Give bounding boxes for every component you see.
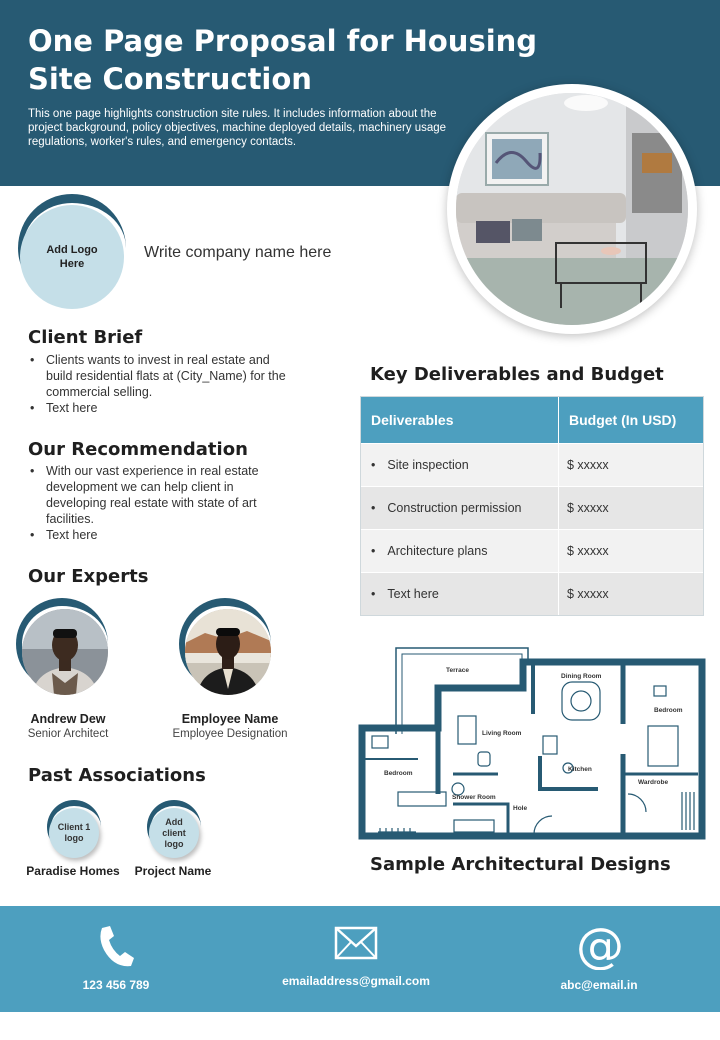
room-label-hole: Hole — [513, 805, 528, 812]
column-header-budget: Budget (In USD) — [569, 412, 677, 428]
expert-name: Andrew Dew — [30, 712, 106, 726]
company-name[interactable]: Write company name here — [144, 244, 332, 261]
at-icon — [575, 920, 625, 970]
deliverable-cell: • Site inspection — [361, 444, 559, 486]
expert-name: Employee Name — [181, 712, 279, 726]
association-label: Project Name — [134, 864, 212, 878]
room-label-living: Living Room — [482, 730, 522, 737]
company-logo-placeholder[interactable] — [20, 205, 124, 309]
list-item: • With our vast experience in real estate development we can help client in developing real estate with state of art facilities. — [28, 463, 266, 527]
expert-role: Employee Designation — [172, 728, 288, 740]
deliverable-cell: • Text here — [361, 573, 559, 615]
deliverable-cell: • Construction permission — [361, 487, 559, 529]
interior-photo-frame — [447, 84, 697, 334]
list-item: • Text here — [28, 527, 266, 543]
budget-cell: $ xxxxx — [567, 501, 609, 515]
deliverables-heading: Key Deliverables and Budget — [370, 364, 664, 385]
floor-plan-caption: Sample Architectural Designs — [370, 854, 671, 875]
budget-cell: $ xxxxx — [567, 458, 609, 472]
page-title: One Page Proposal for Housing Site Construction — [28, 24, 538, 96]
svg-text:@: @ — [576, 920, 624, 970]
recommendation-heading: Our Recommendation — [28, 439, 248, 460]
expert-photo-employee — [185, 609, 271, 695]
recommendation-list — [28, 463, 266, 543]
room-label-dining: Dining Room — [561, 673, 602, 680]
client-brief-list — [28, 352, 288, 416]
table-row — [361, 572, 703, 615]
contact-web-email[interactable]: abc@email.in — [560, 978, 638, 992]
table-row — [361, 529, 703, 572]
experts-heading: Our Experts — [28, 566, 149, 587]
column-header-deliverables: Deliverables — [361, 397, 559, 443]
table-row — [361, 443, 703, 486]
logo-placeholder-text: Add Logo Here — [46, 244, 98, 270]
client-logo-text: Client 1 logo — [57, 822, 91, 843]
associations-heading: Past Associations — [28, 765, 206, 786]
client-logo-placeholder[interactable] — [49, 808, 99, 858]
budget-cell: $ xxxxx — [567, 587, 609, 601]
phone-icon — [96, 924, 136, 970]
room-label-shower: Shower Room — [452, 794, 496, 801]
floor-plan-drawing — [358, 644, 706, 840]
deliverable-cell: • Architecture plans — [361, 530, 559, 572]
contact-email[interactable]: emailaddress@gmail.com — [282, 974, 430, 988]
table-header — [361, 397, 703, 443]
room-label-wardrobe: Wardrobe — [638, 779, 669, 786]
list-item: • Clients wants to invest in real estate and build residential flats at (City_Name) for the commercial selling. — [28, 352, 288, 400]
mail-icon — [334, 926, 378, 960]
page-description: This one page highlights construction site rules. It includes information about the project background, policy objectives, machine deployed details, machinery usage regulations, worker's rules, and emergency contacts. — [28, 108, 447, 148]
room-label-bedroom-left: Bedroom — [384, 770, 413, 777]
table-row — [361, 486, 703, 529]
client-logo-text: Add client logo — [162, 816, 186, 849]
expert-photo-andrew — [22, 609, 108, 695]
budget-cell: $ xxxxx — [567, 544, 609, 558]
room-label-terrace: Terrace — [446, 667, 470, 674]
room-label-bedroom-right: Bedroom — [654, 707, 683, 714]
contact-footer — [0, 906, 720, 1012]
deliverables-table — [360, 396, 704, 616]
contact-phone[interactable]: 123 456 789 — [82, 978, 150, 992]
client-logo-placeholder[interactable] — [149, 808, 199, 858]
client-brief-heading: Client Brief — [28, 327, 143, 348]
expert-role: Senior Architect — [27, 728, 109, 740]
list-item: • Text here — [28, 400, 288, 416]
interior-photo — [456, 93, 688, 325]
room-label-kitchen: Kitchen — [568, 766, 592, 773]
association-label: Paradise Homes — [26, 864, 120, 878]
